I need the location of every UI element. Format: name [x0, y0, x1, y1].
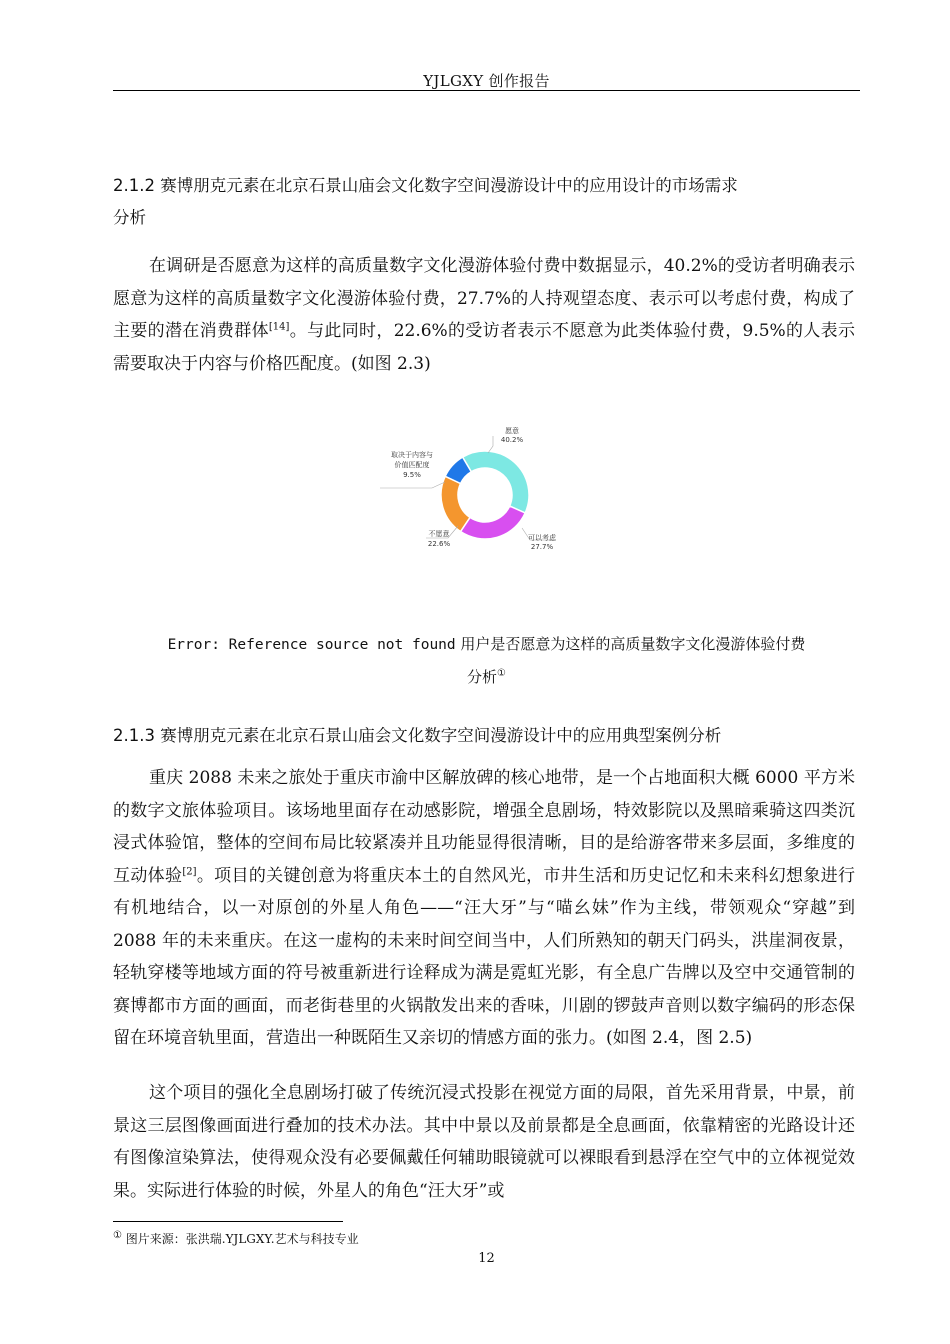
page-header: YJLGXY 创作报告: [423, 72, 550, 90]
caption-line1: [113, 628, 860, 661]
heading-line1: 2.1.2 赛博朋克元素在北京石景山庙会文化数字空间漫游设计中的应用设计的市场需求: [113, 176, 738, 195]
paragraph-survey-a: 在调研是否愿意为这样的高质量数字文化漫游体验付费中数据显示，40.2%的受访者明确表示愿意为这样的高质量数字文化漫游体验付费，27.7%的人持观望态度、表示可以考虑付费，构成了主要的潜在消费群体: [113, 256, 855, 341]
figure-caption: [113, 628, 860, 693]
section-heading-2-1-3: 2.1.3 赛博朋克元素在北京石景山庙会文化数字空间漫游设计中的应用典型案例分析: [113, 726, 722, 745]
donut-chart-svg: [370, 418, 590, 560]
leader-line-depends: [380, 482, 445, 488]
paragraph-chongqing: [113, 762, 855, 1055]
label-depends-name1: 取决于内容与: [391, 451, 433, 459]
footnote: [113, 1230, 359, 1248]
slice-unwilling: [441, 476, 470, 531]
footnote-mark: ①: [113, 1230, 122, 1241]
label-depends-pct: 9.5%: [403, 471, 421, 479]
paragraph-survey-b: 。与此同时，22.6%的受访者表示不愿意为此类体验付费，9.5%的人表示需要取决于内容与价格匹配度。(如图 2.3): [113, 321, 855, 374]
slice-willing: [463, 451, 529, 513]
label-consider-name: 可以考虑: [528, 534, 556, 542]
slice-consider: [460, 506, 525, 539]
paragraph-chongqing-b: 。项目的关键创意为将重庆本土的自然风光，市井生活和历史记忆和未来科幻想象进行有机地结合，以一对原创的外星人角色——“汪大牙”与“喵幺妹”作为主线，带领观众“穿越”到 2088 年的未来重庆。在这一虚构的未来时间空间当中，人们所熟知的朝天门码头，洪崖洞夜景，轻轨穿楼等地域方面的符号被重新进行诠释成为满是霓虹光影，有全息广告牌以及空中交通管制的赛博都市方面的画面，而老街巷里的火锅散发出来的香味，川剧的锣鼓声音则以数字编码的形态保留在环境音轨里面，营造出一种既陌生又亲切的情感方面的张力。(如图 2.4，图 2.5): [113, 865, 856, 1048]
footnote-text: 图片来源：张洪瑞.YJLGXY.艺术与科技专业: [121, 1232, 359, 1246]
page-number: 12: [478, 1251, 495, 1266]
label-unwilling-pct: 22.6%: [427, 540, 451, 548]
label-willing-pct: 40.2%: [500, 436, 524, 444]
caption-text: 用户是否愿意为这样的高质量数字文化漫游体验付费: [455, 635, 806, 653]
caption-note-mark: ①: [497, 668, 506, 679]
citation-14: [14]: [268, 321, 290, 333]
paragraph-holographic: 这个项目的强化全息剧场打破了传统沉浸式投影在视觉方面的局限，首先采用背景，中景，前景这三层图像画面进行叠加的技术办法。其中中景以及前景都是全息画面，依靠精密的光路设计还有图像渲染算法，使得观众没有必要佩戴任何辅助眼镜就可以裸眼看到悬浮在空气中的立体视觉效果。实际进行体验的时候，外星人的角色“汪大牙”或: [113, 1083, 855, 1201]
label-unwilling-name: 不愿意: [428, 530, 450, 538]
donut-chart: [370, 418, 590, 560]
caption-line2: [113, 661, 860, 693]
section-heading-2-1-2: [113, 170, 863, 234]
caption-error-prefix: Error: Reference source not found: [167, 637, 456, 653]
label-consider-pct: 27.7%: [530, 543, 554, 551]
label-depends-name2: 价值匹配度: [394, 461, 430, 469]
citation-2: [2]: [182, 865, 197, 877]
heading-line2: 分析: [113, 208, 146, 227]
label-willing-name: 愿意: [505, 427, 519, 435]
footnote-rule: [113, 1221, 343, 1222]
caption-line2-text: 分析: [467, 668, 498, 686]
paragraph-chongqing-a: 重庆 2088 未来之旅处于重庆市渝中区解放碑的核心地带，是一个占地面积大概 6000 平方米的数字文旅体验项目。该场地里面存在动感影院，增强全息剧场，特效影院以及黑暗乘骑这四类沉浸式体验馆，整体的空间布局比较紧凑并且功能显得很清晰，目的是给游客带来多层面，多维度的互动体验: [113, 768, 855, 886]
paragraph-survey: [113, 250, 855, 380]
header-rule: [113, 90, 860, 91]
